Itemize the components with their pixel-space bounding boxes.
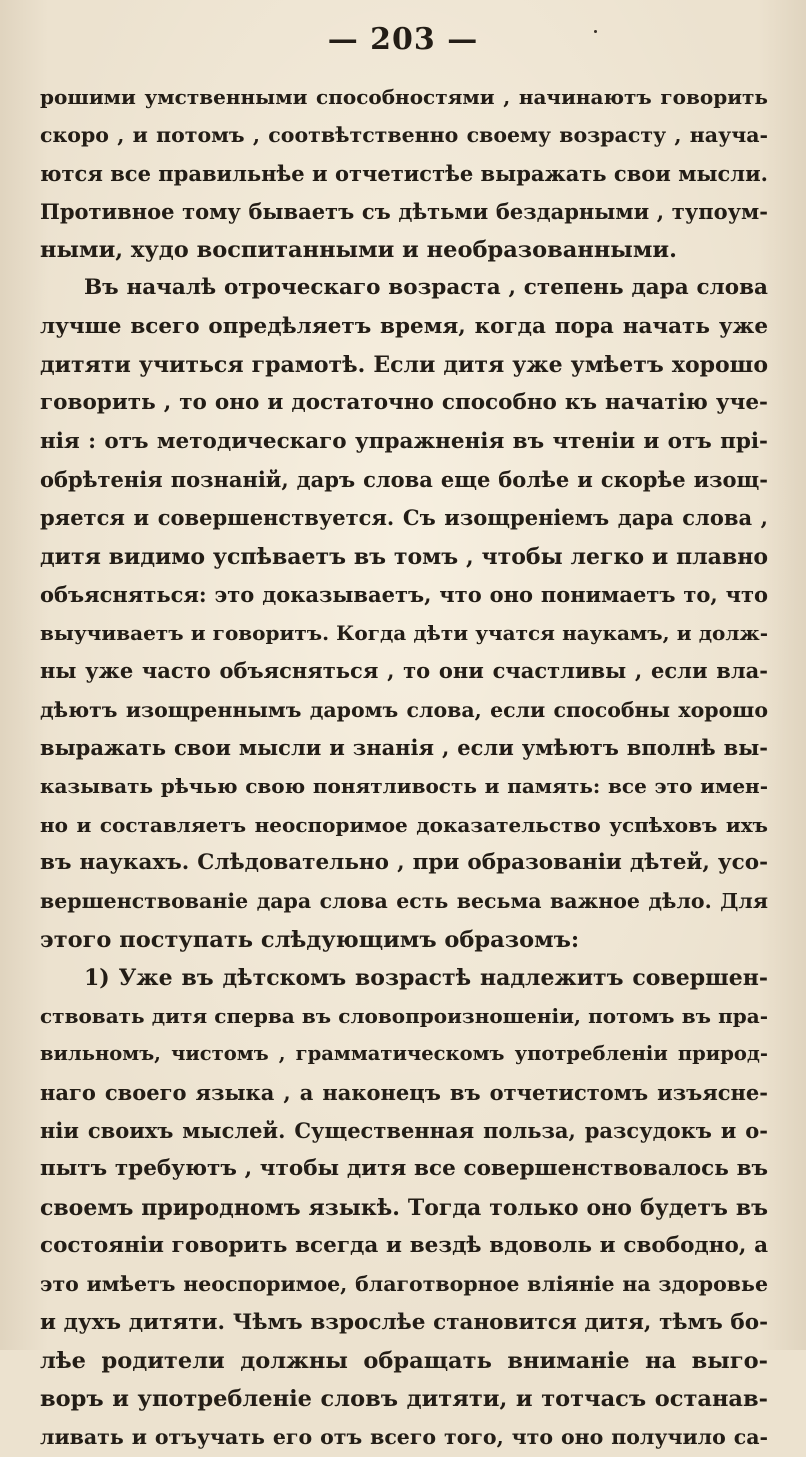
text-line: выучиваетъ и говоритъ. Когда дѣти учатся наукамъ, и долж- bbox=[40, 621, 768, 646]
text-line: обрѣтенія познаній, даръ слова еще болѣе и скорѣе изощ- bbox=[40, 466, 768, 492]
text-line: выражать свои мысли и знанія , если умѣютъ вполнѣ вы- bbox=[40, 735, 768, 761]
text-line: объясняться: это доказываетъ, что оно понимаетъ то, что bbox=[40, 581, 768, 607]
text-line: ными, худо воспитанными и необразованными. bbox=[40, 237, 677, 264]
text-line: ствовать дитя сперва въ словопроизношеніи, потомъ въ пра- bbox=[40, 1004, 768, 1029]
text-line: пытъ требуютъ , чтобы дитя все совершенствовалось въ bbox=[40, 1156, 768, 1182]
text-line: вильномъ, чистомъ , грамматическомъ употребленіи природ- bbox=[40, 1042, 768, 1066]
text-line: вершенствованіе дара слова есть весьма важное дѣло. Для bbox=[40, 889, 768, 914]
text-line: ніи своихъ мыслей. Существенная польза, разсудокъ и о- bbox=[40, 1118, 768, 1144]
text-line: рошими умственными способностями , начинаютъ говорить bbox=[40, 85, 768, 109]
text-line: наго своего языка , а наконецъ въ отчетистомъ изъясне- bbox=[40, 1079, 768, 1105]
text-line: ны уже часто объясняться , то они счастливы , если вла- bbox=[40, 658, 768, 684]
text-line: воръ и употребленіе словъ дитяти, и тотчасъ останав- bbox=[40, 1386, 768, 1413]
text-line: дитя видимо успѣваетъ въ томъ , чтобы легко и плавно bbox=[40, 543, 768, 570]
text-line: говорить , то оно и достаточно способно къ начатію уче- bbox=[40, 390, 768, 416]
text-line: своемъ природномъ языкѣ. Тогда только оно будетъ въ bbox=[40, 1194, 768, 1221]
text-line: дитяти учиться грамотѣ. Если дитя уже умѣетъ хорошо bbox=[40, 352, 768, 379]
text-line: нія : отъ методическаго упражненія въ чтеніи и отъ прі- bbox=[40, 428, 768, 454]
text-line: ливать и отъучать его отъ всего того, что оно получило са- bbox=[40, 1425, 768, 1450]
text-line: казывать рѣчью свою понятливость и память: все это имен- bbox=[40, 774, 768, 799]
text-line: Въ началѣ отроческаго возраста , степень дара слова bbox=[84, 275, 768, 301]
text-line: но и составляетъ неоспоримое доказательство успѣховъ ихъ bbox=[40, 812, 768, 837]
page-number: — 203 — bbox=[327, 22, 479, 57]
text-line: состояніи говорить всегда и вездѣ вдоволь и свободно, а bbox=[40, 1232, 768, 1258]
text-line: дѣютъ изощреннымъ даромъ слова, если способны хорошо bbox=[40, 697, 768, 722]
text-line: это имѣетъ неоспоримое, благотворное вліяніе на здоровье bbox=[40, 1272, 768, 1297]
text-line: Противное тому бываетъ съ дѣтьми бездарными , тупоум- bbox=[40, 198, 768, 224]
text-line: скоро , и потомъ , соотвѣтственно своему возрасту , науча- bbox=[40, 123, 768, 148]
text-line: этого поступать слѣдующимъ образомъ: bbox=[40, 926, 580, 953]
text-line: лѣе родители должны обращать вниманіе на выго- bbox=[40, 1347, 768, 1374]
text-line: лучше всего опредѣляетъ время, когда пора начать уже bbox=[40, 313, 768, 339]
text-line: ются все правильнѣе и отчетистѣе выражать свои мысли. bbox=[40, 160, 768, 186]
body-text bbox=[40, 78, 768, 1457]
ink-speck bbox=[594, 30, 597, 33]
text-line: и духъ дитяти. Чѣмъ взрослѣе становится дитя, тѣмъ бо- bbox=[40, 1309, 768, 1335]
text-line: ряется и совершенствуется. Съ изощреніемъ дара слова , bbox=[40, 505, 768, 531]
text-line: 1) Уже въ дѣтскомъ возрастѣ надлежитъ совершен- bbox=[84, 964, 768, 991]
text-line: въ наукахъ. Слѣдовательно , при образованіи дѣтей, усо- bbox=[40, 849, 768, 875]
